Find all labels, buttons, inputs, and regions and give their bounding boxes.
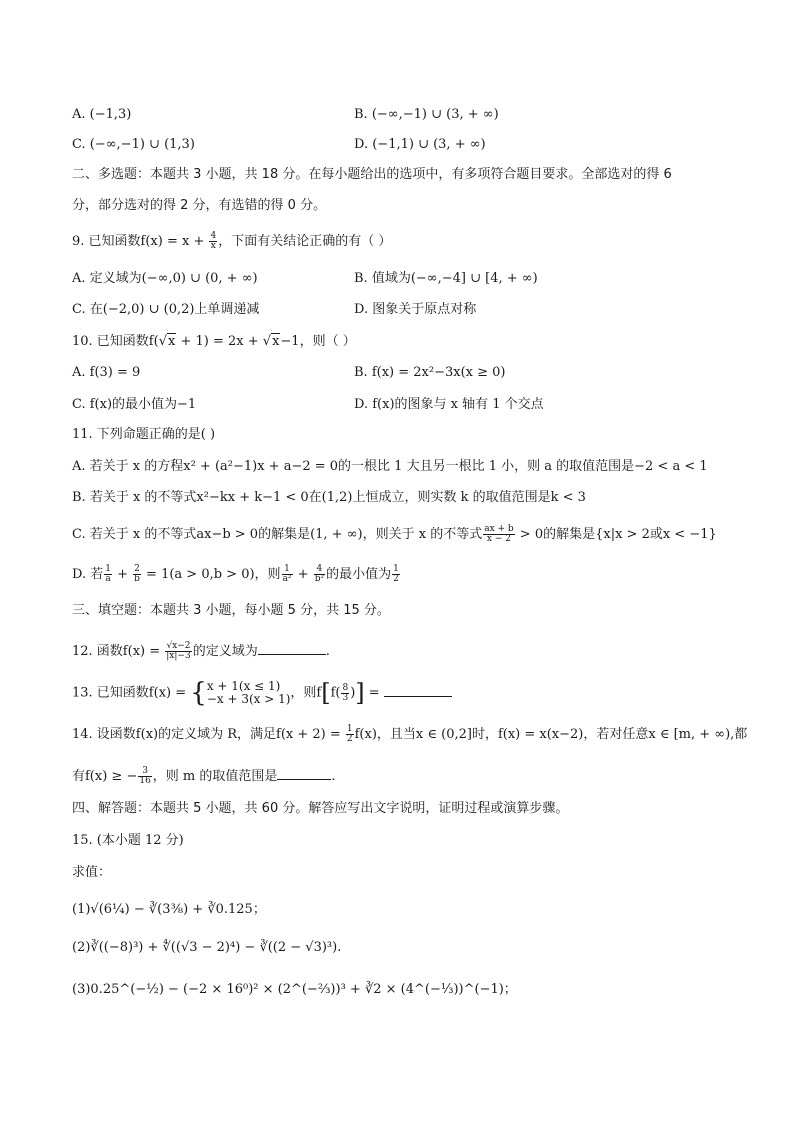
q12-stem-text: 12. 函数f(x) = xyxy=(72,644,165,659)
q15-part-2: (2)∛((−8)³) + ∜((√3 − 2)⁴) − ∛((2 − √3)³). xyxy=(72,940,342,955)
plus-sign: + xyxy=(112,567,133,582)
q11-option-d xyxy=(72,565,401,584)
q10-stem-text: 10. 已知函数f( xyxy=(72,334,159,349)
q10-stem-text-2: + 1) = 2x + xyxy=(176,334,263,349)
q10-option-a: A. f(3) = 9 xyxy=(72,365,141,380)
frac-den: a² xyxy=(282,574,292,584)
q11-option-a: A. 若关于 x 的方程x² + (a²−1)x + a−2 = 0的一根比 1 大且另一根比 1 小，则 a 的取值范围是−2 < a < 1 xyxy=(72,459,708,474)
frac-den: 2 xyxy=(346,734,353,744)
q9-option-c: C. 在(−2,0) ∪ (0,2)上单调递减 xyxy=(72,302,260,317)
q11-stem: 11. 下列命题正确的是( ) xyxy=(72,427,216,442)
section-3-heading: 三、填空题：本题共 3 小题，每小题 5 分，共 15 分。 xyxy=(72,603,390,618)
frac-den: a xyxy=(105,574,111,584)
q11-c-frac-num: ax + b xyxy=(484,524,514,534)
q11-c-frac-den: x − 2 xyxy=(486,534,511,544)
frac-den: 16 xyxy=(139,776,151,786)
q8-option-a: A. (−1,3) xyxy=(72,107,132,122)
q14-text-3: 有f(x) ≥ − xyxy=(72,769,138,784)
q12-stem xyxy=(72,642,330,661)
section-2-heading-cont: 分，部分选对的得 2 分，有选错的得 0 分。 xyxy=(72,198,327,213)
q14-period: . xyxy=(331,769,336,784)
q10-sqrt-arg-2: x xyxy=(272,334,280,349)
q11-d-frac-3 xyxy=(282,565,293,584)
q11-d-text-3: 的最小值为 xyxy=(326,567,392,582)
frac-num: 3 xyxy=(138,767,151,777)
q11-d-frac-4 xyxy=(314,565,325,584)
q12-frac-num: √x−2 xyxy=(166,641,191,651)
q11-c-fraction xyxy=(483,525,514,544)
frac-num: 1 xyxy=(393,564,399,574)
q13-stem: 13. 已知函数f(x) = { x + 1(x ≤ 1) −x + 3(x > 1) ，则f[f( $\frac{8}{3}$ )] = xyxy=(72,680,452,706)
frac-den: 2 xyxy=(393,574,399,584)
q8-option-b: B. (−∞,−1) ∪ (3, + ∞) xyxy=(354,107,499,122)
q13-brace: { xyxy=(190,678,207,708)
q15-part-1: (1)√(6¼) − ∛(3⅜) + ∛0.125； xyxy=(72,902,266,917)
q13-equals: = xyxy=(364,685,384,701)
q11-c-text: C. 若关于 x 的不等式ax−b > 0的解集是(1, + ∞)，则关于 x 的不等式 xyxy=(72,527,483,542)
q12-fraction xyxy=(165,642,191,661)
q9-frac-den: x xyxy=(210,241,216,251)
q15-part-3: (3)0.25^(−½) − (−2 × 16⁰)² × (2^(−⅔))³ + ∛2 × (4^(−⅓))^(−1)； xyxy=(72,982,517,997)
q14-text-4: ，则 m 的取值范围是 xyxy=(152,769,278,784)
frac-num: 1 xyxy=(282,565,293,575)
q14-text: 14. 设函数f(x)的定义域为 R，满足f(x + 2) = xyxy=(72,727,345,742)
q10-option-c: C. f(x)的最小值为−1 xyxy=(72,397,197,412)
q14-text-2: f(x)，且当x ∈ (0,2]时，f(x) = x(x−2)，若对任意x ∈ [m, + ∞),都 xyxy=(354,727,748,742)
q9-stem-text-2: ，下面有关结论正确的有（ ） xyxy=(218,234,392,249)
frac-num: 4 xyxy=(314,565,325,575)
q13-answer-blank[interactable] xyxy=(384,686,452,697)
q8-option-d: D. (−1,1) ∪ (3, + ∞) xyxy=(354,137,486,152)
q11-option-c xyxy=(72,525,717,544)
q11-d-text-2: = 1(a > 0,b > 0)，则 xyxy=(141,567,281,582)
q13-fraction xyxy=(341,684,349,703)
q10-option-d: D. f(x)的图象与 x 轴有 1 个交点 xyxy=(354,397,544,412)
section-4-heading: 四、解答题：本题共 5 小题，共 60 分。解答应写出文字说明，证明过程或演算步骤。 xyxy=(72,801,569,816)
q12-frac-den: |x|−3 xyxy=(166,651,191,661)
q14-fraction-1 xyxy=(346,725,354,744)
q15-prompt: 求值： xyxy=(72,865,112,880)
frac-den: b xyxy=(134,574,140,584)
q10-stem: 10. 已知函数f(√x + 1) = 2x + √x−1，则（ ） xyxy=(72,334,356,349)
q9-option-d: D. 图象关于原点对称 xyxy=(354,302,477,317)
q10-option-b: B. f(x) = 2x²−3x(x ≥ 0) xyxy=(354,365,506,380)
frac-den: b² xyxy=(314,574,325,584)
q9-stem xyxy=(72,232,391,251)
frac-num: 2 xyxy=(134,564,140,574)
q12-answer-blank[interactable] xyxy=(258,644,326,655)
q9-option-a: A. 定义域为(−∞,0) ∪ (0, + ∞) xyxy=(72,271,258,286)
q9-option-b: B. 值域为(−∞,−4] ∪ [4, + ∞) xyxy=(354,271,538,286)
q13-frac-den: 3 xyxy=(342,692,349,703)
q10-stem-text-3: −1，则（ ） xyxy=(280,334,356,349)
q9-frac-num: 4 xyxy=(210,231,217,241)
q10-sqrt-arg: x xyxy=(168,334,176,349)
q13-case-1: x + 1(x ≤ 1) xyxy=(206,679,281,693)
q13-bracket-close: ] xyxy=(355,679,365,707)
frac-num: 1 xyxy=(346,724,353,734)
q14-line-1 xyxy=(72,725,747,744)
q11-d-frac-1 xyxy=(104,565,112,584)
q9-stem-text: 9. 已知函数f(x) = x + xyxy=(72,234,209,249)
q13-inner-f: f xyxy=(330,685,336,701)
q13-cases xyxy=(207,680,291,706)
q11-c-text-2: > 0的解集是{x|x > 2或x < −1} xyxy=(515,527,717,542)
q13-stem-text: 13. 已知函数f(x) = xyxy=(72,685,191,701)
q12-period: . xyxy=(325,644,330,659)
q14-fraction-2 xyxy=(138,767,151,786)
q11-option-b: B. 若关于 x 的不等式x²−kx + k−1 < 0在(1,2)上恒成立，则实数 k 的取值范围是k < 3 xyxy=(72,490,586,505)
q9-fraction xyxy=(209,232,217,251)
plus-sign: + xyxy=(293,567,313,582)
q15-title: 15. (本小题 12 分) xyxy=(72,833,184,848)
frac-num: 1 xyxy=(105,564,111,574)
section-2-heading: 二、多选题：本题共 3 小题，共 18 分。在每小题给出的选项中，有多项符合题目要求。全部选对的得 6 xyxy=(72,167,672,182)
q14-answer-blank[interactable] xyxy=(277,769,331,780)
q14-line-2 xyxy=(72,767,336,786)
q11-d-frac-5 xyxy=(392,565,400,584)
q13-case-2: −x + 3(x > 1) xyxy=(206,692,291,706)
q13-stem-text-2: ，则f xyxy=(290,685,322,701)
q11-d-text: D. 若 xyxy=(72,567,104,582)
q12-stem-text-2: 的定义域为 xyxy=(192,644,258,659)
q13-bracket-open: [ xyxy=(321,679,331,707)
q13-frac-num: 8 xyxy=(342,682,349,693)
q11-d-frac-2 xyxy=(133,565,141,584)
q8-option-c: C. (−∞,−1) ∪ (1,3) xyxy=(72,137,195,152)
